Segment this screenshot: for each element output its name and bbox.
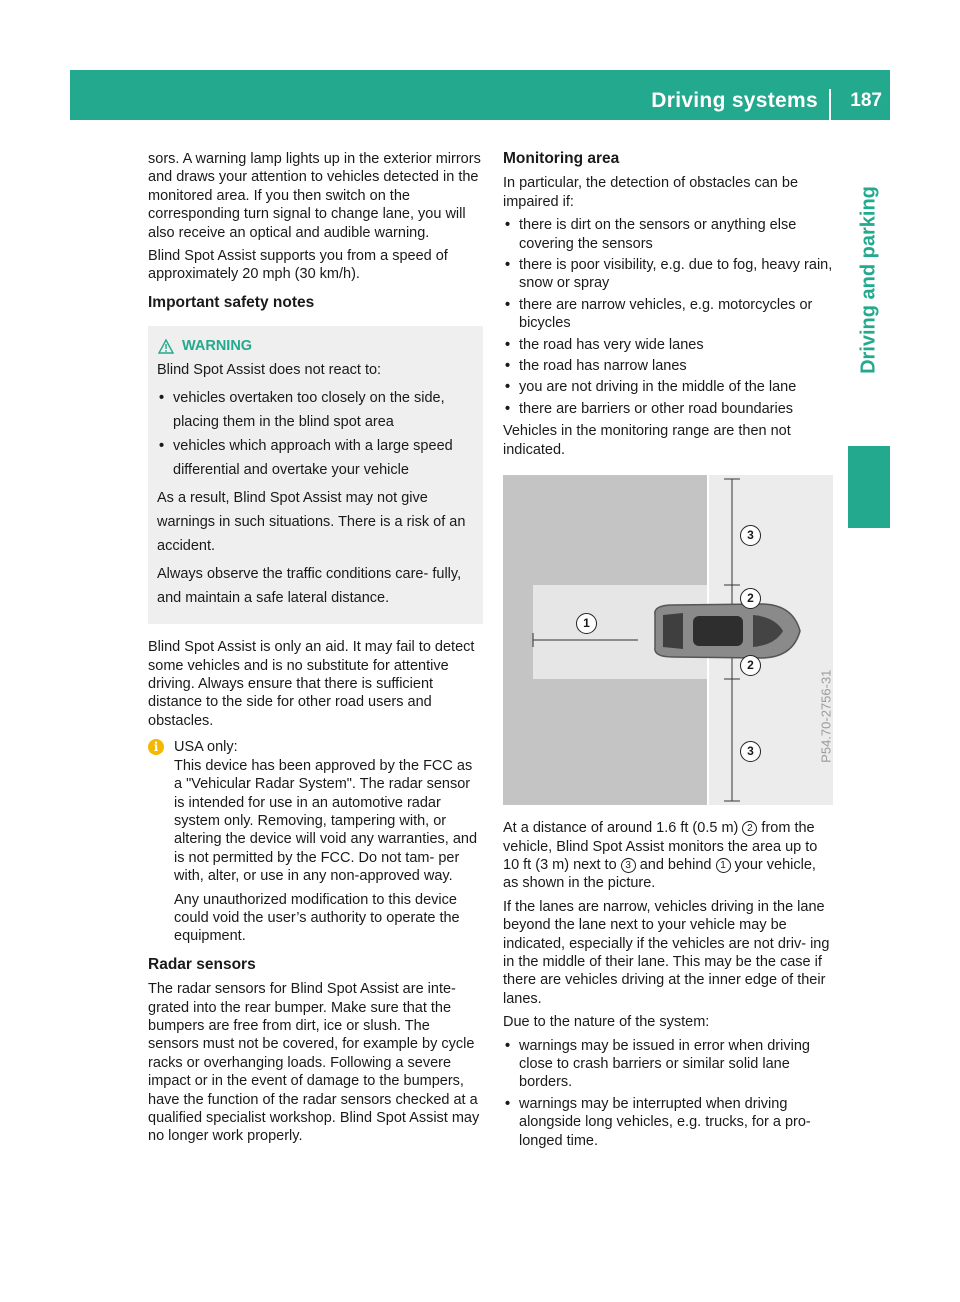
chapter-marker — [848, 446, 890, 528]
distance-text: from the vehicle, Blind Spot Assist monitors the area up to 10 ft (3 m) next to — [503, 820, 818, 873]
right-column — [503, 150, 835, 1154]
warning-triangle-icon — [158, 339, 174, 354]
list-item: • there are narrow vehicles, e.g. motorcycles or bicycles — [503, 296, 835, 333]
figure-code: P54.70-2756-31 — [818, 669, 834, 763]
header-bar — [70, 70, 890, 120]
list-item: • you are not driving in the middle of the lane — [503, 378, 835, 396]
ref-1: 1 — [716, 858, 731, 873]
info-label: USA only: — [174, 739, 238, 756]
monitoring-outro: Vehicles in the monitoring range are then not indicated. — [503, 423, 791, 458]
chapter-title: Driving and parking — [857, 186, 880, 374]
monitoring-heading: Monitoring area — [503, 150, 620, 167]
warning-intro: Blind Spot Assist does not react to: — [157, 362, 382, 379]
list-item: • warnings may be issued in error when driving close to crash barriers or similar solid lane borders. — [503, 1037, 835, 1092]
warning-label: WARNING — [182, 338, 253, 355]
monitoring-list — [503, 216, 835, 418]
distance-text: At a distance of around 1.6 ft (0.5 m) — [503, 820, 739, 837]
list-item: • vehicles which approach with a large speed differential and overtake your vehicle — [157, 434, 474, 482]
speed-paragraph: Blind Spot Assist supports you from a speed of approximately 20 mph (30 km/h). — [148, 248, 448, 283]
chapter-side-tab — [848, 135, 890, 425]
list-item: • warnings may be interrupted when driving alongside long vehicles, e.g. trucks, for a pro- longed time. — [503, 1095, 835, 1150]
diagram-label-2-bottom: 2 — [740, 655, 761, 676]
radar-paragraph: The radar sensors for Blind Spot Assist are inte- grated into the rear bumper. Make sure that the bumpers are free from dirt, ice or slush. The sensors must not be covered, for example by cycle racks or overhanging loads. Following a severe impact or in the event of damage to the bumpers, have the function of the radar sensors checked at a qualified specialist workshop. Blind Spot Assist may no longer work properly. — [148, 981, 480, 1145]
list-item: • the road has very wide lanes — [503, 336, 835, 354]
warning-list — [157, 386, 474, 482]
diagram-label-3-top: 3 — [740, 525, 761, 546]
aid-paragraph: Blind Spot Assist is only an aid. It may fail to detect some vehicles and is no substitute for attentive driving. Always ensure that there is sufficient distance to the side for other road users and obstacles. — [148, 639, 475, 729]
ref-2: 2 — [742, 821, 757, 836]
diagram-label-2-top: 2 — [740, 588, 761, 609]
radar-heading: Radar sensors — [148, 955, 256, 973]
warning-box — [148, 326, 483, 624]
monitoring-intro: In particular, the detection of obstacles can be impaired if: — [503, 175, 799, 210]
page-number: 187 — [850, 90, 882, 111]
distance-text: your vehicle, as shown in the picture. — [503, 856, 816, 892]
diagram-drawing — [503, 475, 833, 805]
list-item: • there is poor visibility, e.g. due to fog, heavy rain, snow or spray — [503, 256, 835, 293]
nature-list — [503, 1037, 835, 1150]
warning-header — [158, 334, 474, 358]
diagram-label-1: 1 — [576, 613, 597, 634]
info-body — [148, 757, 483, 946]
list-item: • there are barriers or other road boundaries — [503, 400, 835, 418]
narrow-lanes-paragraph: If the lanes are narrow, vehicles driving in the lane beyond the lane next to your vehicle may be indicated, especially if the vehicles are not driv- ing in the middle of their lane. This may be the case if there are vehicles driving at the inner edge of their lanes. — [503, 898, 830, 1007]
list-item: • vehicles overtaken too closely on the side, placing them in the blind spot area — [157, 386, 474, 434]
diagram-label-3-bottom: 3 — [740, 741, 761, 762]
left-column — [148, 150, 483, 1151]
car-icon — [655, 604, 800, 658]
monitoring-area-diagram — [503, 475, 833, 805]
warning-result: As a result, Blind Spot Assist may not give warnings in such situations. There is a risk of an accident. — [157, 490, 466, 555]
info-text: Any unauthorized modification to this device could void the user’s authority to operate the equipment. — [174, 891, 460, 945]
info-icon: i — [148, 739, 164, 755]
warning-advice: Always observe the traffic conditions care- fully, and maintain a safe lateral distance. — [157, 566, 462, 607]
info-text: This device has been approved by the FCC as a "Vehicular Radar System". The radar sensor is intended for use in an automotive radar system only. Removing, tampering with, or altering the device will void any warranties, and is not permitted by the FCC. Do not tam- per with, alter, or use in any non-approved way. — [174, 757, 478, 885]
nature-intro: Due to the nature of the system: — [503, 1014, 710, 1031]
intro-paragraph: sors. A warning lamp lights up in the exterior mirrors and draws your attention to vehicles detected in the monitored area. If you then switch on the corresponding turn signal to change lane, you will also receive an optical and audible warning. — [148, 151, 481, 241]
distance-paragraph — [503, 819, 835, 893]
distance-text: and behind — [639, 856, 712, 873]
section-title: Driving systems — [651, 89, 818, 112]
info-header — [148, 738, 483, 756]
ref-3: 3 — [621, 858, 636, 873]
list-item: • there is dirt on the sensors or anything else covering the sensors — [503, 216, 835, 253]
list-item: • the road has narrow lanes — [503, 357, 835, 375]
header-divider — [829, 89, 831, 120]
safety-heading: Important safety notes — [148, 293, 315, 311]
